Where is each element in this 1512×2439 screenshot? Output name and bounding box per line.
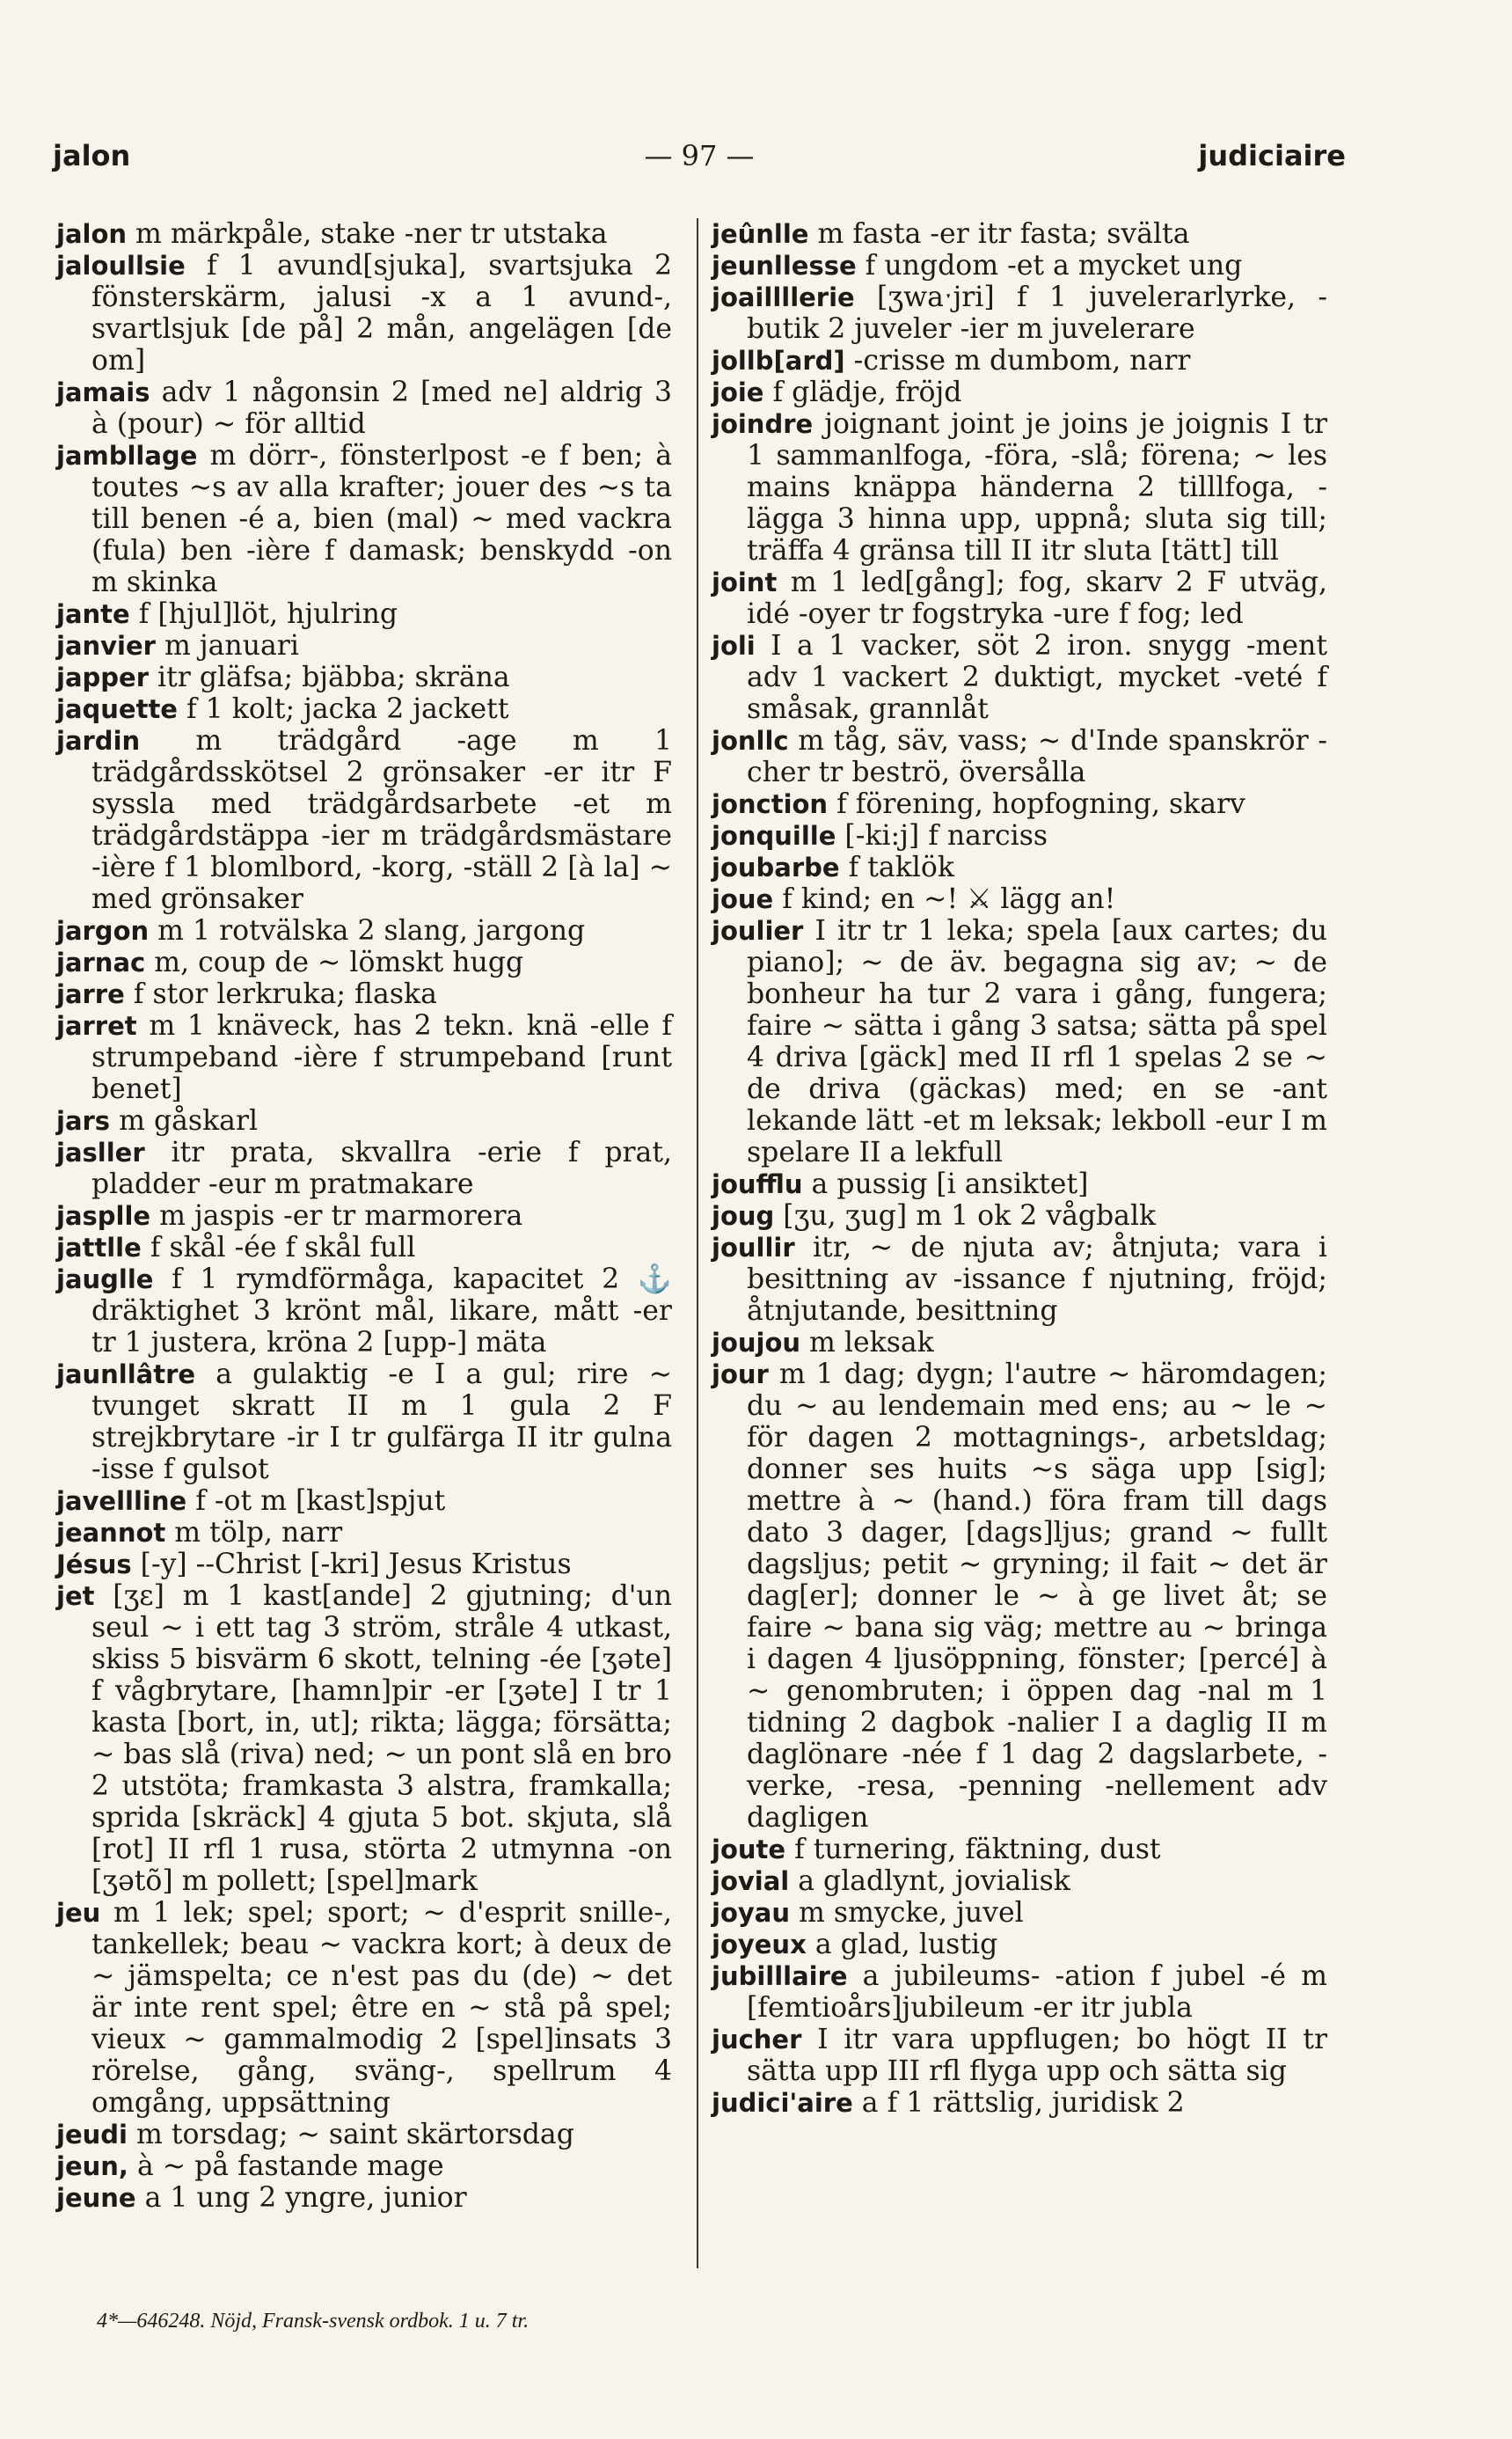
dictionary-entry	[56, 1105, 672, 1137]
entry-definition: f ungdom -et a mycket ung	[865, 250, 1243, 282]
entry-definition: m 1 led[gång]; fog, skarv 2 F utväg, idé -oyer tr fogstryka -ure f fog; led	[747, 567, 1327, 630]
dictionary-entry	[712, 345, 1327, 377]
entry-headword: jasplle	[56, 1201, 151, 1231]
entry-headword: jeûnlle	[712, 219, 809, 249]
dictionary-entry	[56, 1485, 672, 1517]
entry-definition: f [hjul]löt, hjulring	[138, 598, 398, 630]
entry-definition: -crisse m dumbom, narr	[853, 345, 1191, 377]
right-column	[712, 218, 1327, 2119]
entry-definition: m märkpåle, stake -ner tr utstaka	[135, 218, 608, 250]
entry-definition: m tåg, säv, vass; ~ d'Inde spanskrör -cher tr beströ, översålla	[747, 725, 1327, 788]
entry-definition: [ʒɛ] m 1 kast[ande] 2 gjutning; d'un seul ~ i ett tag 3 ström, stråle 4 utkast, skiss 5 bisvärm 6 skott, telning -ée [ʒəte] f vågbrytare, [hamn]pir -er [ʒəte] I tr 1 kasta [bort, in, ut]; rikta; lägga; försätta; ~ bas slå (riva) ned; ~ un pont slå en bro 2 utstöta; framkasta 3 alstra, framkalla; sprida [skräck] 4 gjuta 5 bot. skjuta, slå [rot] II rfl 1 rusa, störta 2 utmynna -on [ʒətõ] m pollett; [spel]mark	[91, 1580, 672, 1897]
dictionary-entry	[56, 725, 672, 915]
entry-definition: a pussig [i ansiktet]	[811, 1168, 1089, 1200]
entry-headword: joute	[712, 1835, 786, 1864]
entry-definition: f förening, hopfogning, skarv	[836, 788, 1245, 820]
dictionary-entry	[712, 1200, 1327, 1232]
page-header	[53, 139, 1346, 183]
entry-definition: m trädgård -age m 1 trädgårdsskötsel 2 grönsaker -er itr F syssla med trädgårdsarbete -et m trädgårdstäppa -ier m trädgårdsmästare -ière f 1 blomlbord, -korg, -ställ 2 [à la] ~ med grönsaker	[91, 725, 672, 915]
entry-headword: jalon	[56, 219, 128, 249]
entry-definition: m leksak	[809, 1327, 934, 1359]
header-last-word: judiciaire	[1198, 139, 1346, 172]
dictionary-entry	[56, 1232, 672, 1263]
dictionary-entry	[56, 440, 672, 598]
dictionary-entry	[712, 630, 1327, 725]
entry-headword: janvier	[56, 631, 156, 661]
dictionary-entry	[56, 1200, 672, 1232]
entry-headword: jardin	[56, 726, 141, 756]
entry-headword: jonction	[712, 789, 829, 819]
entry-headword: jars	[56, 1106, 111, 1136]
dictionary-body	[56, 218, 1358, 2268]
entry-definition: I itr tr 1 leka; spela [aux cartes; du piano]; ~ de äv. begagna sig av; ~ de bonheur ha tur 2 vara i gång, fungera; faire ~ sätta i gång 3 satsa; sätta på spel 4 driva [gäck] med II rfl 1 spelas 2 se ~ de driva (gäckas) med; en se -ant lekande lätt -et m leksak; lekboll -eur I m spelare II a lekfull	[747, 915, 1328, 1168]
entry-definition: m januari	[164, 630, 299, 662]
entry-headword: jet	[56, 1581, 95, 1611]
dictionary-entry	[56, 915, 672, 947]
entry-headword: jeudi	[56, 2120, 128, 2150]
dictionary-entry	[56, 662, 672, 693]
dictionary-entry	[712, 1327, 1327, 1359]
entry-definition: [ʒwaˑjri] f 1 juvelerarlyrke, -butik 2 juveler -ier m juvelerare	[747, 282, 1327, 345]
dictionary-entry	[712, 1359, 1327, 1834]
dictionary-entry	[712, 567, 1327, 630]
dictionary-entry	[712, 1168, 1327, 1200]
entry-definition: a f 1 rättslig, juridisk 2	[861, 2087, 1185, 2119]
entry-headword: judici'aire	[712, 2088, 853, 2118]
entry-definition: adv 1 någonsin 2 [med ne] aldrig 3 à (pour) ~ för alltid	[91, 377, 672, 440]
entry-definition: [-y] --Christ [-kri] Jesus Kristus	[140, 1549, 572, 1580]
dictionary-entry	[56, 2150, 672, 2182]
dictionary-entry	[56, 2182, 672, 2214]
entry-definition: f -ot m [kast]spjut	[195, 1485, 446, 1517]
entry-definition: joignant joint je joins je joignis I tr 1 sammanlfoga, -föra, -slå; förena; ~ les mains knäppa händerna 2 tilllfoga, -lägga 3 hinna upp, uppnå; sluta sig till; träffa 4 gränsa till II itr sluta [tätt] till	[747, 408, 1327, 567]
dictionary-entry	[712, 1232, 1327, 1327]
dictionary-entry	[712, 1960, 1327, 2024]
entry-headword: joindre	[712, 409, 814, 439]
printer-footer: 4*—646248. Nöjd, Fransk-svensk ordbok. 1 u. 7 tr.	[97, 2310, 530, 2333]
entry-definition: a 1 ung 2 yngre, junior	[144, 2182, 467, 2214]
page-number: — 97 —	[644, 139, 755, 172]
entry-headword: joli	[712, 631, 756, 661]
dictionary-entry	[56, 1549, 672, 1580]
column-divider	[697, 218, 698, 2268]
entry-headword: javellline	[56, 1486, 187, 1516]
entry-headword: joie	[712, 377, 764, 407]
entry-headword: joyau	[712, 1898, 790, 1928]
entry-definition: itr, ~ de njuta av; åtnjuta; vara i besittning av -issance f njutning, fröjd; åtnjutande, besittning	[747, 1232, 1328, 1327]
entry-definition: f 1 rymdförmåga, kapacitet 2 ⚓ dräktighet 3 krönt mål, likare, mått -er tr 1 justera, kröna 2 [upp-] mäta	[91, 1263, 672, 1359]
dictionary-entry	[56, 1897, 672, 2119]
entry-headword: jour	[712, 1359, 769, 1389]
entry-definition: m jaspis -er tr marmorera	[159, 1200, 523, 1232]
header-first-word: jalon	[53, 139, 131, 172]
entry-headword: jeune	[56, 2183, 136, 2213]
entry-headword: joue	[712, 884, 774, 914]
entry-headword: jucher	[712, 2025, 802, 2054]
dictionary-entry	[56, 218, 672, 250]
dictionary-entry	[56, 693, 672, 725]
dictionary-entry	[56, 598, 672, 630]
entry-definition: m dörr-, fönsterlpost -e f ben; à toutes ~s av alla krafter; jouer des ~s ta till benen -é a, bien (mal) ~ med vackra (fula) ben -ière f damask; benskydd -on m skinka	[91, 440, 672, 598]
entry-headword: jambllage	[56, 441, 198, 471]
entry-headword: jarre	[56, 979, 125, 1009]
entry-definition: [ʒu, ʒug] m 1 ok 2 vågbalk	[783, 1200, 1157, 1232]
dictionary-entry	[56, 947, 672, 978]
dictionary-entry	[56, 1580, 672, 1897]
entry-headword: joyeux	[712, 1930, 807, 1959]
dictionary-entry	[712, 1929, 1327, 1960]
entry-headword: jattlle	[56, 1233, 142, 1263]
dictionary-entry	[56, 978, 672, 1010]
entry-headword: jarnac	[56, 948, 146, 978]
entry-definition: [-ki:j] f narciss	[844, 820, 1048, 852]
entry-definition: a gulaktig -e I a gul; rire ~ tvunget skratt II m 1 gula 2 F strejkbrytare -ir I tr gulfärga II itr gulna -isse f gulsot	[91, 1359, 672, 1485]
entry-definition: itr gläfsa; bjäbba; skräna	[157, 662, 510, 693]
dictionary-entry	[56, 2119, 672, 2150]
dictionary-entry	[712, 2024, 1327, 2087]
entry-headword: jeunllesse	[712, 251, 857, 281]
dictionary-entry	[712, 820, 1327, 852]
dictionary-entry	[712, 725, 1327, 788]
dictionary-entry	[712, 788, 1327, 820]
entry-headword: jauglle	[56, 1264, 154, 1294]
entry-headword: jubilllaire	[712, 1961, 848, 1991]
entry-headword: jaunllâtre	[56, 1359, 196, 1389]
entry-headword: joujou	[712, 1328, 801, 1358]
dictionary-entry	[712, 1865, 1327, 1897]
dictionary-entry	[712, 2087, 1327, 2119]
entry-definition: f stor lerkruka; flaska	[133, 978, 437, 1010]
entry-definition: m torsdag; ~ saint skärtorsdag	[135, 2119, 574, 2150]
dictionary-entry	[56, 1359, 672, 1485]
entry-headword: jeannot	[56, 1518, 166, 1548]
dictionary-entry	[712, 852, 1327, 883]
entry-headword: japper	[56, 663, 149, 692]
dictionary-entry	[712, 408, 1327, 567]
dictionary-entry	[712, 218, 1327, 250]
entry-definition: a gladlynt, jovialisk	[798, 1865, 1070, 1897]
entry-headword: jollb[ard]	[712, 346, 845, 376]
entry-definition: f 1 kolt; jacka 2 jackett	[186, 693, 509, 725]
entry-definition: I itr vara uppflugen; bo högt II tr sätta upp III rfl flyga upp och sätta sig	[747, 2024, 1328, 2087]
entry-definition: m tölp, narr	[174, 1517, 343, 1549]
entry-headword: jeun,	[56, 2151, 128, 2181]
dictionary-entry	[56, 1263, 672, 1359]
dictionary-entry	[712, 377, 1327, 408]
entry-definition: f 1 avund[sjuka], svartsjuka 2 fönsterskärm, jalusi -x a 1 avund-, svartlsjuk [de på] 2 mån, angelägen [de om]	[91, 250, 672, 377]
entry-definition: I a 1 vacker, söt 2 iron. snygg -ment adv 1 vackert 2 duktigt, mycket -veté f småsak, grannlåt	[747, 630, 1327, 725]
dictionary-entry	[56, 377, 672, 440]
entry-headword: jonquille	[712, 821, 836, 851]
dictionary-entry	[712, 282, 1327, 345]
entry-headword: joint	[712, 568, 778, 597]
entry-definition: m, coup de ~ lömskt hugg	[154, 947, 524, 978]
dictionary-entry	[712, 1897, 1327, 1929]
entry-definition: a glad, lustig	[814, 1929, 998, 1960]
entry-headword: joug	[712, 1201, 775, 1231]
dictionary-entry	[56, 1010, 672, 1105]
dictionary-entry	[712, 1834, 1327, 1865]
entry-headword: jarret	[56, 1011, 137, 1041]
entry-headword: joufflu	[712, 1169, 803, 1199]
entry-headword: jamais	[56, 377, 150, 407]
entry-definition: m gåskarl	[119, 1105, 259, 1137]
entry-headword: jargon	[56, 916, 150, 946]
entry-definition: m 1 knäveck, has 2 tekn. knä -elle f strumpeband -ière f strumpeband [runt benet]	[91, 1010, 673, 1105]
entry-headword: jeu	[56, 1898, 101, 1928]
dictionary-entry	[712, 883, 1327, 915]
dictionary-entry	[56, 630, 672, 662]
entry-definition: f kind; en ~! ⚔ lägg an!	[782, 883, 1116, 915]
dictionary-entry	[56, 250, 672, 377]
entry-definition: à ~ på fastande mage	[136, 2150, 444, 2182]
entry-headword: joaillllerie	[712, 282, 855, 312]
entry-headword: Jésus	[56, 1549, 132, 1579]
entry-definition: f glädje, fröjd	[772, 377, 962, 408]
dictionary-entry	[712, 250, 1327, 282]
entry-headword: jaquette	[56, 694, 178, 724]
entry-definition: a jubileums- -ation f jubel -é m [femtioårs]jubileum -er itr jubla	[747, 1960, 1327, 2024]
entry-headword: jovial	[712, 1866, 790, 1896]
entry-definition: f taklök	[848, 852, 954, 883]
entry-headword: joubarbe	[712, 853, 840, 883]
dictionary-entry	[712, 915, 1327, 1168]
entry-headword: jaloullsie	[56, 251, 186, 281]
entry-headword: joullir	[712, 1233, 795, 1263]
entry-definition: m 1 dag; dygn; l'autre ~ häromdagen; du ~ au lendemain med ens; au ~ le ~ för dagen 2 mottagnings-, arbetsldag; donner ses huits ~s säga upp [sig]; mettre à ~ (hand.) föra fram till dags dato 3 dager, [dags]ljus; grand ~ fullt dagsljus; petit ~ gryning; il fait ~ det är dag[er]; donner le ~ à ge livet åt; se faire ~ bana sig väg; mettre au ~ bringa i dagen 4 ljusöppning, fönster; [percé] à ~ genombruten; i öppen dag -nal m 1 tidning 2 dagbok -nalier I a daglig II m daglönare -née f 1 dag 2 dagslarbete, -verke, -resa, -penning -nellement adv dagligen	[747, 1359, 1327, 1834]
entry-definition: m fasta -er itr fasta; svälta	[817, 218, 1190, 250]
entry-definition: m 1 rotvälska 2 slang, jargong	[157, 915, 586, 947]
entry-headword: jante	[56, 599, 130, 629]
left-column	[56, 218, 672, 2214]
entry-definition: f turnering, fäktning, dust	[794, 1834, 1161, 1865]
entry-headword: jonllc	[712, 726, 789, 756]
entry-headword: jasller	[56, 1138, 145, 1168]
entry-headword: joulier	[712, 916, 804, 946]
entry-definition: f skål -ée f skål full	[150, 1232, 416, 1263]
dictionary-entry	[56, 1517, 672, 1549]
entry-definition: itr prata, skvallra -erie f prat, pladder -eur m pratmakare	[91, 1137, 672, 1200]
entry-definition: m smycke, juvel	[799, 1897, 1024, 1929]
entry-definition: m 1 lek; spel; sport; ~ d'esprit snille-, tankellek; beau ~ vackra kort; à deux de ~ jämspelta; ce n'est pas du (de) ~ det är inte rent spel; être en ~ stå på spel; vieux ~ gammalmodig 2 [spel]insats 3 rörelse, gång, sväng-, spellrum 4 omgång, uppsättning	[91, 1897, 673, 2119]
dictionary-entry	[56, 1137, 672, 1200]
